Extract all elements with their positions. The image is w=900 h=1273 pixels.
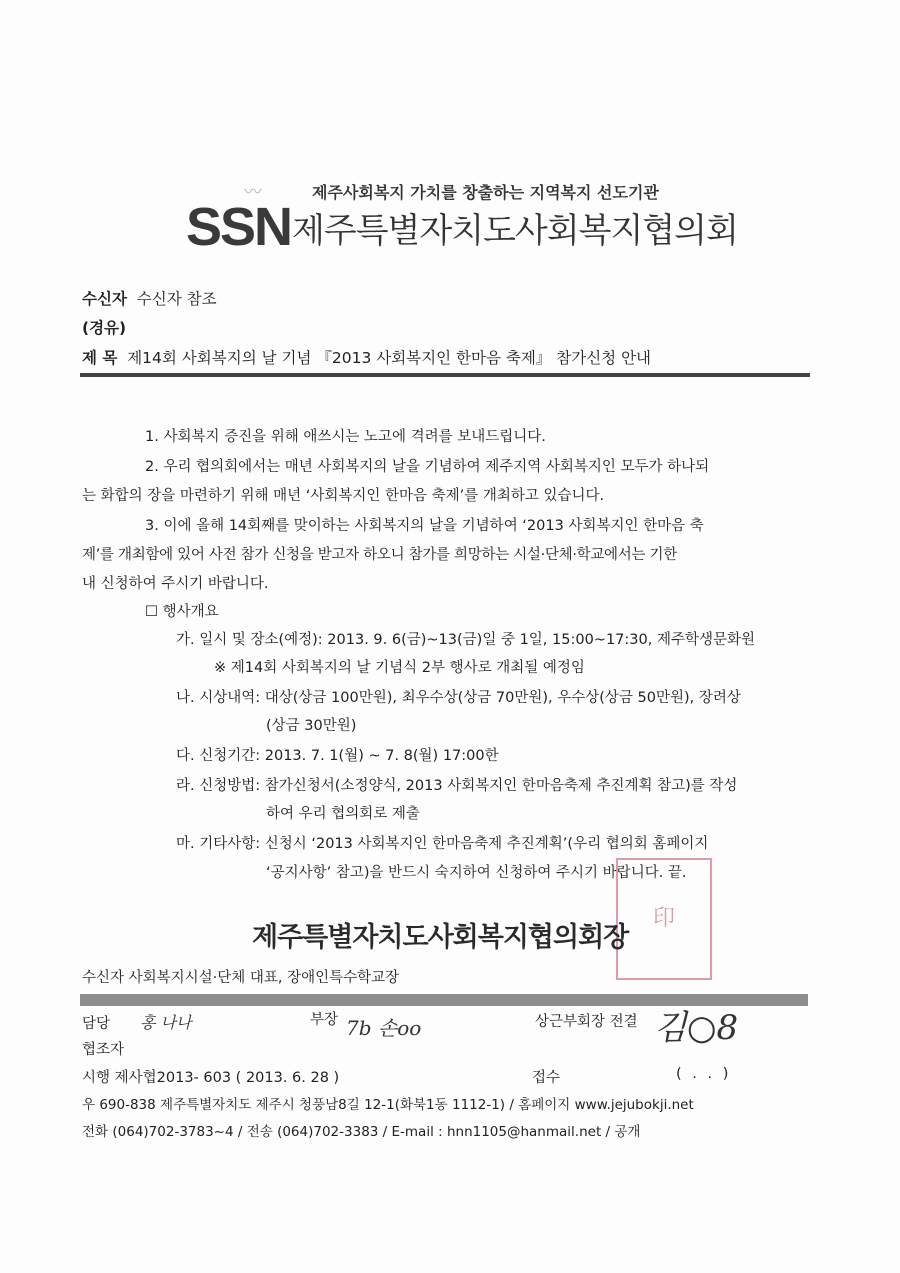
- via: (경유): [82, 319, 127, 337]
- body-line: 가. 일시 및 장소(예정): 2013. 9. 6(금)~13(금)일 중 1일, 15:00~17:30, 제주학생문화원: [176, 632, 756, 648]
- body-line: 마. 기타사항: 신청시 ‘2013 사회복지인 한마음축제 추진계획’(우리 협의회 홈페이지: [176, 836, 709, 852]
- charge-label: 담당: [82, 1016, 111, 1032]
- ssn-logo: SSN: [186, 197, 292, 257]
- enforcement-number: 시행 제사협2013- 603 ( 2013. 6. 28 ): [82, 1070, 340, 1086]
- body-line: 3. 이에 올해 14회째를 맞이하는 사회복지의 날을 기념하여 ‘2013 사회복지인 한마음 축: [145, 518, 704, 534]
- coop-label: 협조자: [82, 1042, 125, 1058]
- body-note: ※ 제14회 사회복지의 날 기념식 2부 행사로 개최될 예정임: [214, 660, 585, 676]
- subject: 제14회 사회복지의 날 기념 『2013 사회복지인 한마음 축제』 참가신청 안내: [127, 349, 652, 367]
- body-line: 하여 우리 협의회로 제출: [266, 806, 420, 822]
- receipt-date: ( . . ): [676, 1066, 729, 1082]
- sender-name: 제주특별자치도사회복지협의회장: [252, 922, 629, 953]
- address: 우 690-838 제주특별자치도 제주시 청풍남8길 12-1(화북1동 1112-1) / 홈페이지 www.jejubokji.net: [82, 1097, 694, 1113]
- subject-label: 제 목: [82, 349, 118, 367]
- slogan: 제주사회복지 가치를 창출하는 지역복지 선도기관: [312, 183, 659, 202]
- recipient-label: 수신자: [82, 290, 127, 308]
- recipient: 수신자 참조: [136, 290, 217, 308]
- vp-signature: 김○8: [654, 1008, 739, 1048]
- body-line: 내 신청하여 주시기 바랍니다.: [82, 576, 269, 592]
- body-line: 1. 사회복지 증진을 위해 애쓰시는 노고에 격려를 보내드립니다.: [145, 429, 546, 445]
- vp-label: 상근부회장 전결: [535, 1014, 638, 1030]
- charge-signature: 홍 나나: [140, 1013, 192, 1032]
- official-seal: 印: [616, 858, 712, 980]
- contact-info: 전화 (064)702-3783~4 / 전송 (064)702-3383 / E-mail : hnn1105@hanmail.net / 공개: [82, 1124, 641, 1140]
- body-line: 다. 신청기간: 2013. 7. 1(월) ~ 7. 8(월) 17:00한: [176, 748, 499, 764]
- body-line: (상금 30만원): [266, 718, 357, 734]
- body-line: 는 화합의 장을 마련하기 위해 매년 ‘사회복지인 한마음 축제’를 개최하고 있습니다.: [82, 488, 605, 504]
- body-line: 라. 신청방법: 참가신청서(소정양식, 2013 사회복지인 한마음축제 추진계획 참고)를 작성: [176, 778, 738, 794]
- recipients-list: 수신자 사회복지시설·단체 대표, 장애인특수학교장: [82, 970, 400, 986]
- body-line: 2. 우리 협의회에서는 매년 사회복지의 날을 기념하여 제주지역 사회복지인 모두가 하나되: [145, 459, 710, 475]
- dept-signature: 7b 손oo: [346, 1016, 422, 1040]
- org-name: 제주특별자치도사회복지협의회: [292, 211, 738, 251]
- bird-logo-icon: 〰: [244, 182, 262, 203]
- receipt-label: 접수: [532, 1070, 561, 1086]
- section-heading: ☐ 행사개요: [145, 604, 219, 620]
- body-line: 제’를 개최함에 있어 사전 참가 신청을 받고자 하오니 참가를 희망하는 시설·단체·학교에서는 기한: [82, 547, 677, 563]
- body-line: 나. 시상내역: 대상(상금 100만원), 최우수상(상금 70만원), 우수상(상금 50만원), 장려상: [176, 690, 741, 706]
- dept-label: 부장: [310, 1012, 339, 1028]
- body-line: ‘공지사항’ 참고)을 반드시 숙지하여 신청하여 주시기 바랍니다. 끝.: [266, 865, 687, 881]
- title-rule: [80, 373, 810, 377]
